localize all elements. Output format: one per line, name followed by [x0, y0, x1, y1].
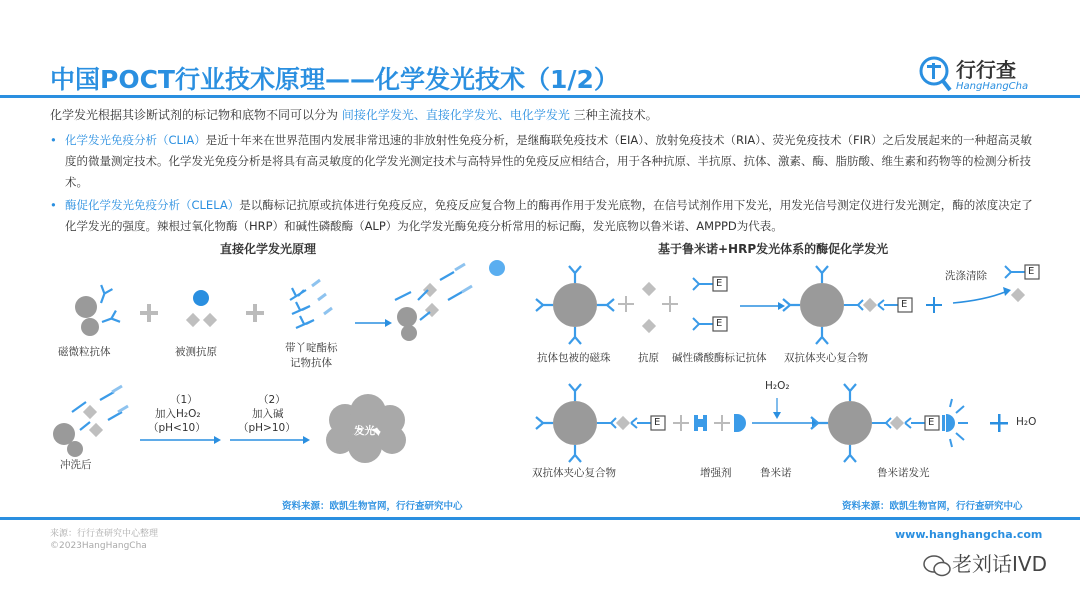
- step2-ph: （pH>10）: [238, 422, 296, 434]
- washed-complex-group: [53, 386, 128, 457]
- label-h2o: H₂O: [1016, 416, 1037, 428]
- label-enhancer: 增强剂: [700, 467, 732, 479]
- coated-bead-group: [536, 266, 614, 344]
- sandwich-complex-group: [783, 266, 912, 344]
- label-wash: 洗涤清除: [945, 270, 987, 282]
- label-labeled-antibody-1: 带丫啶酯标: [285, 342, 338, 354]
- plus-icon: [673, 415, 689, 431]
- luminol-emission-group: [811, 384, 968, 462]
- luminol-icon: [734, 414, 746, 432]
- enhancer-icon: [694, 415, 707, 431]
- label-labeled-antibody-2: 记物抗体: [290, 357, 332, 369]
- label-sandwich-2: 双抗体夹心复合物: [532, 467, 616, 479]
- antigen-diamond: [642, 282, 656, 296]
- label-antigen-right: 抗原: [638, 352, 659, 364]
- plus-icon: [714, 415, 730, 431]
- labeled-antibody-group: [290, 280, 332, 328]
- plus-icon: [246, 304, 264, 322]
- paragraph-clela: • 酶促化学发光免疫分析（CLELA）是以酶标记抗原或抗体进行免疫反应，免疫反应复合物上的酶再作用于发光底物，在信号试剂作用下发光，用发光信号测定仪进行发光测定，酶的浓度决定了化学发光的强度。辣根过氧化物酶（HRP）和碱性磷酸酶（ALP）为化学发光酶免疫分析常用的标记酶，发光底物以鲁米诺、AMPPD为代表。: [50, 195, 1040, 237]
- antigen-group: [186, 290, 217, 327]
- enzyme-label: E: [716, 318, 723, 329]
- arrow-icon: [752, 419, 819, 427]
- plus-icon: [618, 296, 634, 312]
- footer-divider: [0, 517, 1080, 520]
- antigen-diamond: [642, 319, 656, 333]
- label-alp-antibody: 碱性磷酸酶标记抗体: [672, 352, 767, 364]
- label-luminol: 鲁米诺: [760, 467, 792, 479]
- label-coated-bead: 抗体包被的磁珠: [537, 352, 611, 364]
- term-clela: 酶促化学发光免疫分析（CLELA）: [65, 198, 240, 212]
- label-h2o2: H₂O₂: [765, 380, 790, 392]
- label-antigen: 被测抗原: [175, 346, 217, 358]
- h2o2-arrow: [773, 398, 781, 419]
- step2-num: （2）: [258, 394, 286, 406]
- sandwich-complex-group-2: [536, 384, 665, 462]
- step1-reagent: 加入H₂O₂: [155, 408, 201, 420]
- page-title: 中国POCT行业技术原理——化学发光技术（1/2）: [50, 65, 619, 94]
- antigen-diamond: [1011, 288, 1025, 302]
- plus-icon: [926, 297, 942, 313]
- arrow-icon: [140, 436, 221, 444]
- logo-subtitle: HangHangCha: [956, 81, 1029, 92]
- left-figure-title: 直接化学发光原理: [220, 242, 317, 256]
- enzyme-label: E: [716, 278, 723, 289]
- arrow-icon: [355, 319, 392, 327]
- cloud-label: 发光: [354, 425, 375, 437]
- footer-copyright: ©2023HangHangCha: [50, 541, 147, 551]
- bullet-icon: •: [50, 198, 57, 212]
- term-clia: 化学发光免疫分析（CLIA）: [65, 133, 206, 147]
- logo-name: 行行查: [956, 58, 1016, 82]
- paragraph-clia: • 化学发光免疫分析（CLIA）是近十年来在世界范围内发展非常迅速的非放射性免疫分析，是继酶联免疫技术（EIA）、放射免疫技术（RIA）、荧光免疫技术（FIR）之后发展起来的一种超高灵敏度的微量测定技术。化学发光免疫分析是将具有高灵敏度的化学发光测定技术与高特异性的免疫反应相结合，用于各种抗原、半抗原、抗体、激素、酶、脂肪酸、维生素和药物等的检测分析技术。: [50, 130, 1040, 193]
- intro-highlight: 间接化学发光、直接化学发光、电化学发光: [341, 108, 570, 122]
- enzyme-label: E: [901, 299, 908, 310]
- intro-text: 化学发光根据其诊断试剂的标记物和底物不同可以分为 间接化学发光、直接化学发光、电化学发光 三种主流技术。: [50, 108, 658, 122]
- right-figure-title: 基于鲁米诺+HRP发光体系的酶促化学发光: [658, 242, 889, 256]
- footer-source: 来源：行行查研究中心整理: [50, 529, 159, 539]
- enzyme-label: E: [928, 417, 935, 428]
- plus-icon: [990, 414, 1008, 432]
- complex-group: [395, 260, 505, 341]
- label-magnetic-antibody: 磁微粒抗体: [58, 346, 111, 358]
- enzyme-label: E: [1028, 266, 1035, 277]
- label-luminol-emission: 鲁米诺发光: [877, 467, 930, 479]
- arrow-icon: [740, 302, 785, 310]
- site-url-link[interactable]: www.hanghangcha.com: [895, 528, 1043, 541]
- step1-num: （1）: [170, 394, 198, 406]
- label-sandwich: 双抗体夹心复合物: [784, 352, 868, 364]
- plus-icon: [662, 296, 678, 312]
- step1-ph: （pH<10）: [148, 422, 206, 434]
- wechat-icon: [922, 553, 952, 579]
- right-source: 资料来源：欧凯生物官网，行行查研究中心: [842, 501, 1023, 512]
- watermark: [922, 548, 1047, 579]
- enzyme-label: E: [654, 417, 661, 428]
- magnetic-particle-group: [75, 285, 120, 336]
- left-source: 资料来源：欧凯生物官网，行行查研究中心: [282, 501, 463, 512]
- watermark-text: 老刘话IVD: [952, 552, 1047, 576]
- bullet-icon: •: [50, 133, 57, 147]
- label-washed: 冲洗后: [60, 459, 92, 471]
- step2-reagent: 加入碱: [252, 408, 284, 420]
- arrow-icon: [230, 436, 310, 444]
- plus-icon: [140, 304, 158, 322]
- wash-arrow: [953, 287, 1011, 303]
